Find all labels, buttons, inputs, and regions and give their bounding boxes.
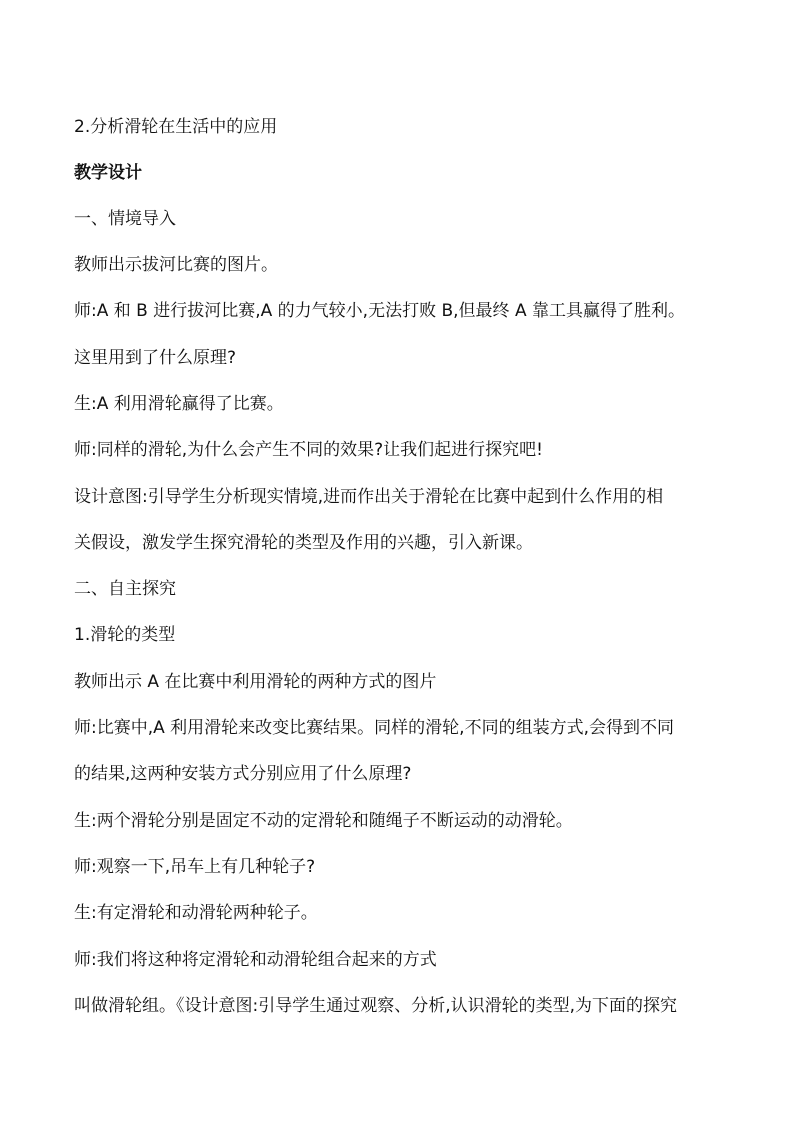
paragraph-line: 设计意图:引导学生分析现实情境,进而作出关于滑轮在比赛中起到什么作用的相 [74,487,664,507]
heading-self-exploration: 二、自主探究 [74,579,176,599]
subheading-pulley-types: 1.滑轮的类型 [74,625,176,645]
paragraph-line: 师:同样的滑轮,为什么会产生不同的效果?让我们起进行探究吧! [74,440,543,460]
section-heading-applications: 2.分析滑轮在生活中的应用 [74,117,278,137]
paragraph-line: 教师出示拔河比赛的图片。 [74,255,278,275]
heading-teaching-design: 教学设计 [74,163,142,183]
paragraph-line: 师:A 和 B 进行拔河比赛,A 的力气较小,无法打败 B,但最终 A 靠工具赢得了胜利。 [74,301,685,321]
paragraph-line: 师:我们将这种将定滑轮和动滑轮组合起来的方式 [74,950,437,970]
paragraph-line: 师:观察一下,吊车上有几种轮子? [74,857,316,877]
paragraph-line: 叫做滑轮组。《设计意图:引导学生通过观察、分析,认识滑轮的类型,为下面的探究 [74,996,678,1016]
paragraph-line: 这里用到了什么原理? [74,348,237,368]
paragraph-line: 关假设，激发学生探究滑轮的类型及作用的兴趣，引入新课。 [74,533,533,553]
paragraph-line: 生:两个滑轮分别是固定不动的定滑轮和随绳子不断运动的动滑轮。 [74,811,573,831]
paragraph-line: 教师出示 A 在比赛中利用滑轮的两种方式的图片 [74,672,437,692]
paragraph-line: 生:A 利用滑轮赢得了比赛。 [74,394,284,414]
paragraph-line: 的结果,这两种安装方式分别应用了什么原理? [74,764,412,784]
paragraph-line: 生:有定滑轮和动滑轮两种轮子。 [74,903,318,923]
heading-scenario-intro: 一、情境导入 [74,209,176,229]
paragraph-line: 师:比赛中,A 利用滑轮来改变比赛结果。同样的滑轮,不同的组装方式,会得到不同 [74,718,674,738]
